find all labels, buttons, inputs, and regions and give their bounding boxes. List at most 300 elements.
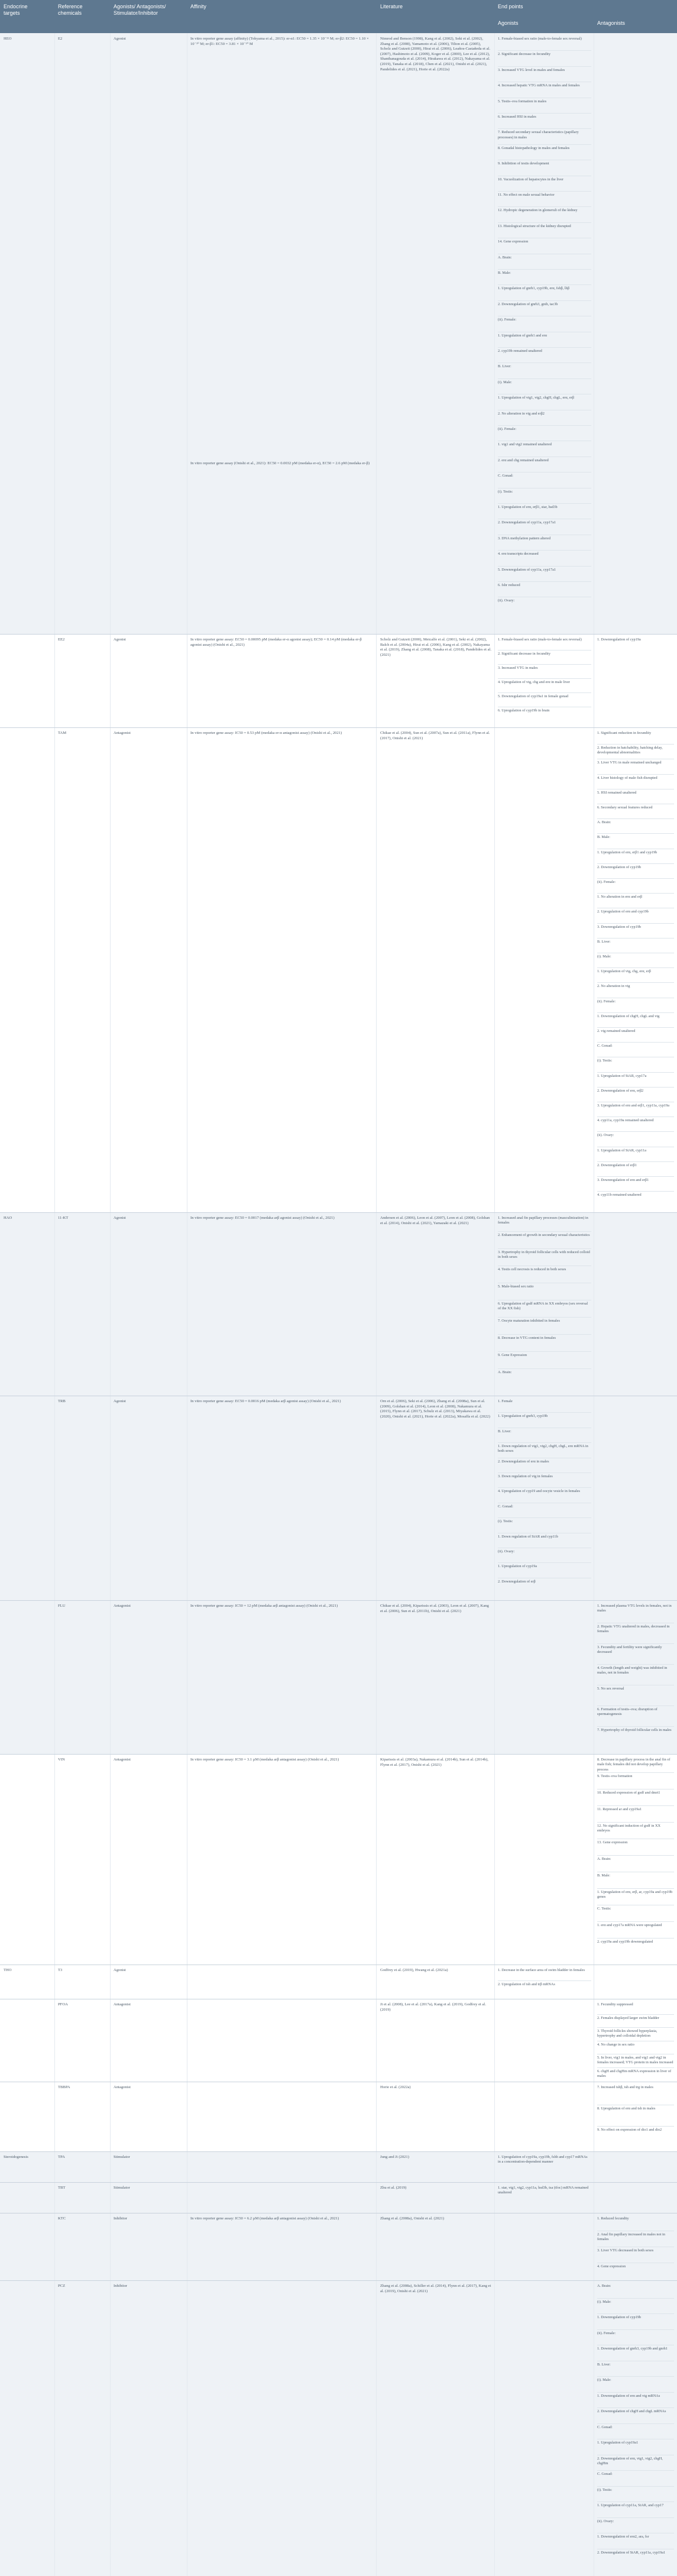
endpoint-item: C. Gonad:	[597, 1044, 613, 1048]
endpoint-item: 13. Histological structure of the kidney disrupted	[498, 224, 571, 228]
endpoint-item: 3. Increased VTG level in males and females	[498, 67, 565, 72]
endpoint-item: (ii). Ovary:	[597, 2519, 614, 2523]
endpoint-item: 2. Downregulation of StAR, cyp11a, cyp19a1	[597, 2550, 666, 2555]
endpoint-divider	[498, 1442, 591, 1443]
chem-pcz: PCZ	[58, 2284, 66, 2288]
endpoint-item: 2. Downregulation of erα, erβ2	[597, 1088, 644, 1093]
endpoint-item: (i). Testis:	[597, 2487, 613, 2492]
affinity-vin: In vitro reporter gene assay: IC50 = 3.1 µM (medaka arβ antagonist assay) (Onishi et al., 2021)	[190, 1758, 339, 1762]
endpoint-item: 9. Inhibition of testis development	[498, 161, 549, 166]
endpoint-item: (i). Male:	[597, 2299, 611, 2304]
endpoint-divider	[597, 2329, 674, 2330]
endpoint-item: 6. Upregulation of gsdf mRNA in XX embryos (sex reversal of the XX fish)	[498, 1302, 588, 1311]
endpoint-item: 3. Liver VTG decreased in both sexes	[597, 2248, 654, 2253]
endpoint-divider	[597, 923, 674, 924]
endpoint-item: A. Brain:	[597, 820, 611, 825]
endpoint-item: 2. Upregulation of erα and cyp19b	[597, 910, 649, 914]
endpoint-divider	[597, 1855, 674, 1856]
endpoint-divider	[597, 2376, 674, 2377]
type-tbbpa: Antagonist	[114, 2085, 131, 2089]
endpoint-divider	[498, 1317, 591, 1318]
endpoint-item: 1. Increased plasma VTG levels in females, not in males	[597, 1604, 672, 1613]
endpoint-item: 1. Upregulation of gnrh1 and erα	[498, 333, 548, 338]
endpoint-divider	[498, 1368, 591, 1369]
target-hao: HAO	[4, 1216, 12, 1220]
type-tpa: Stimulator	[114, 2155, 130, 2159]
endpoint-divider	[498, 206, 591, 207]
endpoint-divider	[498, 1334, 591, 1335]
endpoint-item: 1. Female-biased sex ratio (male-to-female sex reversal)	[498, 37, 582, 41]
endpoint-item: 4. Liver histology of male fish disrupted	[597, 775, 657, 780]
chem-tbt: TBT	[58, 2186, 66, 2190]
endpoint-item: 3. DNA methylation pattern altered	[498, 536, 551, 541]
endpoint-divider	[498, 1412, 591, 1413]
chem-tpa: TPA	[58, 2155, 65, 2159]
endpoint-item: B. Male:	[597, 835, 611, 840]
type-ktc: Inhibitor	[114, 2216, 128, 2221]
endpoint-item: 5. Downregulation of cyp11a, cyp17a1	[498, 567, 556, 572]
header-reference-chemicals: Reference chemicals	[58, 4, 83, 16]
endpoint-item: 1. Upregulation of cyp19a1	[597, 2441, 639, 2445]
endpoint-item: 1. star, vtg1, vtg2, cyp11a, hsd3b, tsa (tfoc) mRNA remained unaltered	[498, 2186, 589, 2195]
endpoint-item: (ii). Female:	[597, 2331, 616, 2335]
endpoint-item: (i). Male:	[498, 380, 512, 384]
endpoint-item: 1. Down regulation of StAR and cyp11b	[498, 1534, 558, 1539]
endpoint-item: 3. Hypertrophy in thyroid follicular cells with reduced colloid in both sexes	[498, 1250, 590, 1260]
chem-ktc: KTC	[58, 2216, 66, 2221]
row-divider	[0, 727, 677, 728]
endpoint-item: 5. HSI remained unaltered	[597, 790, 637, 795]
endpoint-divider	[597, 1191, 674, 1192]
type-pfoa: Antagonist	[114, 2002, 131, 2007]
endpoint-item: 5. Testis–ova formation in males	[498, 99, 547, 103]
endpoint-item: 14. Gene expression	[498, 240, 529, 244]
endpoint-item: (i). Testis:	[498, 489, 513, 494]
affinity-tam: In vitro reporter gene assay: IC50 = 0.53 pM (medaka er-α antagonist assay) (Onishi et al., 2021)	[190, 731, 342, 735]
header-end-points: End points	[498, 4, 523, 9]
endpoint-item: (i). Male:	[597, 954, 611, 959]
endpoint-item: 1. Upregulation of gnrh3, cyp19b	[498, 1414, 548, 1419]
endpoint-divider	[597, 833, 674, 834]
endpoint-item: C. Gonad:	[597, 2425, 613, 2429]
endpoint-item: 2. Females displayed larger swim bladder	[597, 2015, 659, 2020]
endpoint-item: 1. Upregulation of vtg, chg, erα, erβ	[597, 969, 651, 974]
literature-ee2: Scholz and Gutzeit (2000), Metcalfe et al. (2001), Seki et al. (2002), Balch et al. (2004a), Hirai et al. (2006), Kang et al. (2002), Nakayama et al. (2019), Zhang et al. (2008), Tanaka et al. (2018), Pandelides et al. (2021)	[380, 637, 491, 657]
endpoint-divider	[597, 1921, 674, 1922]
endpoint-item: C. Testis:	[597, 1907, 611, 1911]
endpoint-item: 7. Increased tshβ, tsh and trg in males	[597, 2085, 653, 2089]
endpoint-item: 1. Upregulation of cyp19a	[498, 1564, 537, 1569]
endpoint-item: 3. Increased VTG in males	[498, 666, 538, 670]
endpoint-item: 1. No alteration in erα and erβ	[597, 895, 642, 899]
endpoint-item: 10. Vacuolization of hepatocytes in the liver	[498, 177, 563, 182]
endpoint-item: 6. Formation of testis–ova; disruption of spermatogenesis	[597, 1707, 657, 1717]
endpoint-item: 11. Repressed ar and cyp19a1	[597, 1807, 642, 1811]
endpoint-item: A. Brain:	[597, 2284, 611, 2288]
endpoint-item: 2. Upregulation of tsh and trβ mRNAs	[498, 1982, 555, 1986]
chem-t3: T3	[58, 1968, 63, 1972]
endpoint-divider	[597, 2407, 674, 2408]
endpoint-item: 9. Testis–ova formation	[597, 1774, 633, 1778]
endpoint-item: 3. Thyroid follicles showed hyperplasia, hypertrophy and colloidal depletion	[597, 2029, 657, 2038]
chem-e2: E2	[58, 37, 63, 41]
endpoint-divider	[498, 1980, 591, 1981]
header-affinity: Affinity	[190, 4, 206, 9]
endpoint-item: C. Gonad:	[597, 2472, 613, 2476]
endpoint-divider	[597, 1176, 674, 1177]
endpoint-divider	[597, 2014, 674, 2015]
endpoint-item: 2. Downregulation of gnrh3, gnih, tac3b	[498, 302, 558, 306]
endpoint-item: 9. No effect on expression of dio1 and dio2	[597, 2128, 662, 2132]
endpoint-divider	[498, 664, 591, 665]
endpoint-item: 1. Upregulation of gnrh1, cyp19b, erα, fshβ, lhβ	[498, 286, 569, 291]
endpoint-item: A. Brain:	[498, 255, 512, 260]
endpoint-divider	[498, 1487, 591, 1488]
endpoint-item: 2. Downregulation of erα in males	[498, 1459, 549, 1464]
endpoint-item: 1. Downregulation of erα2, ara, fsr	[597, 2535, 649, 2539]
endpoint-item: 6. Upregulation of cyp19b in brain	[498, 708, 550, 713]
endpoint-item: A. Brain:	[498, 1370, 512, 1374]
endpoint-divider	[498, 1351, 591, 1352]
endpoint-item: (i). Testis:	[597, 1059, 613, 1063]
chem-vin: VIN	[58, 1758, 65, 1762]
col-divider	[110, 33, 111, 2576]
endpoint-divider	[597, 2470, 674, 2471]
col-divider	[54, 33, 55, 2576]
header-antagonists: Antagonists	[597, 20, 626, 26]
endpoint-item: 1. Upregulation of erα, erβ1, star, hsd3b	[498, 505, 558, 509]
endpoint-item: (ii). Ovary:	[498, 1549, 515, 1554]
endpoint-divider	[597, 1888, 674, 1889]
literature-pcz: Zhang et al. (2008a), Schiller et al. (2014), Flynn et al. (2017), Kang et al. (2019), Onishi et al. (2021)	[380, 2284, 491, 2293]
endpoint-item: B. Male:	[597, 1873, 611, 1878]
band-steroidogenesis	[0, 2151, 677, 2576]
affinity-ktc: In vitro reporter gene assay: IC50 = 6.2 µM (medaka arβ antagonist assay) (Onishi et al., 2021)	[190, 2216, 339, 2221]
row-divider	[0, 2182, 677, 2183]
target-heo: HEO	[4, 37, 12, 41]
literature-tam: Chikae et al. (2004), Sun et al. (2007a), Sun et al. (2011a), Flynn et al. (2017), Onishi et al. (2021)	[380, 731, 490, 740]
endpoint-divider	[597, 1042, 674, 1043]
header-literature: Literature	[380, 4, 403, 9]
endpoint-item: 4. Gene expression	[597, 2264, 626, 2268]
affinity-ee2: In vitro reporter gene assay: EC50 = 0.00095 pM (medaka er-α agonist assay); EC50 = 0.14 pM (medaka er-β agonist assay) (Onishi et al., 2021)	[190, 637, 362, 647]
row-divider	[0, 634, 677, 635]
endpoint-divider	[597, 982, 674, 983]
endpoint-item: 2. cyp19a and cyp19b downregulated	[597, 1940, 653, 1944]
table-header	[0, 0, 677, 33]
endpoint-item: (i). Male:	[597, 2378, 611, 2382]
endpoint-item: 11. No effect on male sexual behavior	[498, 193, 555, 197]
endpoint-item: 3. Liver VTG in male remained unchanged	[597, 760, 662, 765]
endpoint-divider	[597, 1664, 674, 1665]
endpoint-divider	[498, 113, 591, 114]
header-agonist-type: Agonists/ Antagonists/ Stimulator/Inhibitor	[114, 4, 166, 16]
endpoint-item: 5. In liver, vtg1 in males, and vtg1 and vtg2 in females increased; VTG protein in males increased	[597, 2056, 673, 2065]
literature-ktc: Zhang et al. (2008a), Onishi et al. (2021)	[380, 2216, 445, 2221]
chem-pfoa: PFOA	[58, 2002, 68, 2007]
endpoint-item: 1. Female-biased sex ratio (male-to-female sex reversal)	[498, 637, 582, 642]
row-divider	[0, 1212, 677, 1213]
endpoint-item: A. Brain:	[597, 1857, 611, 1861]
endpoint-item: 1. Upregulation of cyp11a, StAR, and cyp17	[597, 2503, 664, 2507]
endpoint-item: 2. No alteration in vtg and erβ2	[498, 411, 545, 416]
endpoint-item: (ii). Female:	[597, 999, 616, 1004]
target-steroidogenesis: Steroidogenesis	[4, 2155, 28, 2159]
endpoint-divider	[597, 2486, 674, 2487]
literature-t3: Godfrey et al. (2019), Hwang et al. (2021a)	[380, 1968, 448, 1972]
type-e2: Agonist	[114, 37, 126, 41]
endpoint-item: 2. Hepatic VTG unaltered in males, decreased in females	[597, 1624, 670, 1634]
endpoint-item: (ii). Ovary:	[498, 598, 515, 603]
endpoint-item: 1. Reduced fecundity	[597, 2216, 629, 2221]
endpoint-item: 4. Growth (length and weight) was inhibited in males, not in females	[597, 1666, 668, 1675]
endpoint-divider	[597, 818, 674, 819]
type-tam: Antagonist	[114, 731, 131, 735]
endpoint-divider	[498, 581, 591, 582]
endpoint-item: 1. Decrease in the surface area of swim bladder in females	[498, 1968, 585, 1972]
endpoint-item: 1. Upregulation of vtg1, vtg2, chgH, chgL, erα, erβ	[498, 396, 574, 400]
endpoint-divider	[597, 1072, 674, 1073]
endpoint-divider	[597, 744, 674, 745]
endpoint-divider	[498, 1248, 591, 1249]
type-flu: Antagonist	[114, 1604, 131, 1608]
endpoint-item: 6. Secondary sexual features reduced	[597, 805, 653, 810]
endpoint-item: B. Liver:	[597, 2362, 611, 2367]
endpoint-item: 2. Anal fin papillary increased in males not in females	[597, 2232, 665, 2242]
endpoint-divider	[597, 2313, 674, 2314]
endpoint-item: (ii). Female:	[498, 427, 517, 431]
endpoint-item: 4. cyp11a, cyp19a remained unaltered	[597, 1118, 654, 1123]
endpoint-item: 8. Upregulation of erα and tsh in males	[597, 2106, 656, 2111]
endpoint-divider	[597, 1027, 674, 1028]
endpoint-divider	[597, 1822, 674, 1823]
literature-tbbpa: Horie et al. (2022a)	[380, 2085, 411, 2089]
endpoint-divider	[498, 66, 591, 67]
endpoint-item: 6. Increased HSI in males	[498, 115, 536, 119]
endpoint-item: 4. erα transcripts decreased	[498, 552, 539, 556]
endpoint-item: 2. Downregulation of erβ1	[597, 1163, 637, 1167]
literature-pfoa: Ji et al. (2008), Lee et al. (2017a), Kang et al. (2019), Godfrey et al. (2019)	[380, 2002, 486, 2012]
endpoint-item: 1. vtg1 and vtg2 remained unaltered	[498, 442, 552, 447]
endpoint-divider	[498, 550, 591, 551]
endpoint-divider	[498, 378, 591, 379]
endpoint-item: 3. Downregulation of cyp19b	[597, 924, 642, 929]
endpoint-item: 2. cyp19b remained unaltered	[498, 349, 542, 353]
endpoint-item: 1. Downregulation of chgH, chgL and vtg	[597, 1014, 660, 1018]
endpoint-item: 2. Significant decrease in fecundity	[498, 652, 550, 656]
chem-trb: TRB	[58, 1399, 66, 1403]
endpoint-item: 2. Significant decrease in fecundity	[498, 52, 550, 57]
chem-11kt: 11-KT	[58, 1216, 69, 1220]
endpoint-item: 1. Downregulation of erα and vtg mRNAs	[597, 2393, 660, 2398]
endpoint-item: (ii). Ovary:	[597, 1133, 614, 1138]
endpoint-item: (ii). Female:	[498, 318, 517, 322]
endpoint-item: 3. Downregulation of erα and erβ1	[597, 1178, 649, 1182]
endpoint-item: 1. Downregulation of gnrh3, cyp19b and gnrh1	[597, 2347, 668, 2351]
endpoint-item: 6. chgH and chgHm mRNA expression in liver of males	[597, 2069, 672, 2078]
endpoint-item: 1. Upregulation of StAR, cyp17a	[597, 1073, 647, 1078]
target-tho: THO	[4, 1968, 12, 1972]
endpoint-item: 4. Testis cell necrosis is reduced in both sexes	[498, 1267, 566, 1271]
endpoint-divider	[597, 1131, 674, 1132]
endpoint-item: 1. Significant reduction in fecundity	[597, 731, 652, 735]
endpoint-item: 8. Decrease in papillary process in the anal fin of male fish; females did not develop papillary process	[597, 1758, 670, 1772]
endpoint-divider	[597, 893, 674, 894]
endpoint-item: 12. Hydropic degeneration in glomeruli of the kidney	[498, 208, 578, 213]
endpoint-divider	[597, 1161, 674, 1162]
endpoint-item: 1. Downregulation of cyp19a	[597, 637, 641, 642]
endpoint-item: 1. Upregulation of erα, erβ1 and cyp19b	[597, 850, 657, 855]
endpoint-item: 2. Reduction in hatchability, hatching delay, developmental abnormalities	[597, 746, 663, 755]
literature-tbt: Zhu et al. (2019)	[380, 2186, 407, 2190]
endpoint-item: 3. Fecundity and fertility were significantly decreased	[597, 1645, 662, 1655]
endpoint-divider	[498, 1562, 591, 1563]
endpoint-item: 1. Female	[498, 1399, 513, 1403]
row-divider	[0, 1600, 677, 1601]
endpoint-item: C. Gonad:	[498, 474, 513, 478]
endpoint-item: 2. Downregulation of erβ	[498, 1579, 536, 1584]
endpoint-item: 4. Increased hepatic VTG mRNA in males and females	[498, 83, 580, 88]
endpoint-item: 6. fshr reduced	[498, 583, 520, 587]
endpoint-item: 2. Downregulation of chgH and chgL mRNAs	[597, 2409, 666, 2413]
endpoint-item: 4. cyp11b remained unaltered	[597, 1193, 642, 1198]
endpoint-item: 1. Upregulation of cyp19a, cyp19b, fshb and cyp17 mRNAs in a concentration-dependent manner	[498, 2155, 588, 2164]
endpoint-divider	[498, 269, 591, 270]
endpoint-divider	[597, 878, 674, 879]
endpoint-divider	[597, 2067, 674, 2068]
endpoint-item: 4. Upregulation of cyp19 and oocyte vesicle in females	[498, 1489, 581, 1494]
col-divider	[376, 33, 377, 2576]
chem-flu: FLU	[58, 1604, 66, 1608]
endpoint-item: 1. Upregulation of erα, erβ, ar, cyp19a and cyp19b genes	[597, 1890, 673, 1899]
endpoint-divider	[597, 1012, 674, 1013]
endpoint-divider	[597, 2392, 674, 2393]
endpoint-item: 9. Gene Expression	[498, 1353, 527, 1357]
chem-tbbpa: TBBPA	[58, 2085, 70, 2089]
endpoint-item: B. Male:	[498, 271, 511, 275]
endpoint-item: 4. Upregulation of vtg, chg and erα in male liver	[498, 680, 571, 684]
endpoint-item: 10. Reduced expression of gsdf and dmrt1	[597, 1791, 660, 1795]
endpoint-item: 2. Downregulation of erα, vtg1, vtg2, chgH, chgHm	[597, 2456, 663, 2465]
endpoint-divider	[498, 128, 591, 129]
endpoint-divider	[498, 503, 591, 504]
endpoint-divider	[597, 1087, 674, 1088]
endpoint-item: 5. No sex reversal	[597, 1687, 624, 1691]
endpoint-item: 2. No alteration in vtg	[597, 984, 630, 989]
endpoint-item: 7. Hypertrophy of thyroid follicular cells in males	[597, 1728, 672, 1732]
row-divider	[0, 1754, 677, 1755]
endpoint-divider	[597, 1805, 674, 1806]
endpoint-divider	[498, 284, 591, 285]
affinity-e2-medaka: In vitro reporter gene assay (Onishi et al., 2021): EC50 = 0.0032 pM (medaka er-α), EC50 = 2.6 pM (medaka er-β)	[190, 461, 370, 465]
endpoint-divider	[498, 347, 591, 348]
endpoint-divider	[498, 50, 591, 51]
endpoint-divider	[498, 1231, 591, 1232]
endpoint-item: 5. Downregulation of cyp19a1 in female gonad	[498, 694, 569, 698]
endpoint-divider	[597, 2126, 674, 2127]
endpoint-divider	[597, 863, 674, 864]
endpoint-divider	[498, 300, 591, 301]
endpoint-item: 1. Increased anal fin papillary processes (masculinization) in females	[498, 1216, 588, 1225]
endpoint-item: 2. Downregulation of cyp19b	[597, 865, 642, 869]
endpoint-item: 7. Oocyte maturation inhibited in females	[498, 1319, 560, 1323]
affinity-trb: In vitro reporter gene assay: EC50 = 0.0016 pM (medaka arβ agonist assay) (Onishi et al., 2021)	[190, 1399, 341, 1403]
endpoint-divider	[597, 2027, 674, 2028]
row-divider	[0, 2280, 677, 2281]
endpoint-item: 2. erα and chg remained unaltered	[498, 458, 549, 462]
type-vin: Antagonist	[114, 1758, 131, 1762]
endpoint-item: 12. No significant induction of gsdf in XX embryos	[597, 1824, 661, 1833]
affinity-flu: In vitro reporter gene assay: IC50 = 12 pM (medaka arβ antagonist assay) (Onishi et al., 2021)	[190, 1604, 338, 1608]
chem-tam: TAM	[58, 731, 67, 735]
chem-ee2: EE2	[58, 637, 65, 642]
literature-trb: Orn et al. (2006), Seki et al. (2006), Zhang et al. (2008a), Sun et al. (2009), Golshan et al. (2014), Leon et al. (2008), Nakamura et al. (2015), Flynn et al. (2017), Schulz et al. (2013), Miyakawa et al. (2020), Onishi et al. (2021), Horie et al. (2022a), Mosaffa et al. (2022)	[380, 1399, 490, 1419]
endpoint-divider	[597, 1938, 674, 1939]
endpoint-divider	[498, 472, 591, 473]
endpoint-divider	[498, 222, 591, 223]
type-t3: Agonist	[114, 1968, 126, 1972]
affinity-e2: In vitro reporter gene assay (affinity) (Tohyama et al., 2015): er-α1: EC50 = 1.35 × 10⁻¹¹ M; er-β2: EC50 = 1.10 × 10⁻¹⁰ M; er-β1: EC50 = 3.81 × 10⁻¹⁰ M	[190, 37, 369, 46]
endpoint-divider	[498, 144, 591, 145]
type-11kt: Agonist	[114, 1216, 126, 1220]
endpoint-divider	[597, 2423, 674, 2424]
endpoint-divider	[498, 1517, 591, 1518]
endpoint-divider	[498, 678, 591, 679]
endpoint-item: 2. vtg remained unaltered	[597, 1029, 636, 1033]
literature-flu: Chikae et al. (2004), Kiparissis et al. (2003), Leon et al. (2007), Kang et al. (2006), Sun et al. (2011b), Onishi et al. (2021)	[380, 1604, 489, 1613]
endpoint-divider	[597, 2517, 674, 2518]
endpoint-divider	[597, 1772, 674, 1773]
row-divider	[0, 2151, 677, 2152]
endpoint-divider	[597, 938, 674, 939]
endpoint-divider	[597, 1643, 674, 1644]
endpoint-item: 4. No change in sex ratio	[597, 2042, 634, 2047]
endpoint-item: 3. Down regulation of vtg in females	[498, 1474, 553, 1478]
endpoint-item: 8. Decrease in VTG content in females	[498, 1336, 556, 1340]
endpoint-item: (i). Testis:	[498, 1519, 513, 1524]
endpoint-item: B. Liver:	[498, 364, 511, 369]
type-tbt: Stimulator	[114, 2186, 130, 2190]
endpoint-divider	[597, 1726, 674, 1727]
endpoint-divider	[498, 425, 591, 426]
header-endocrine-targets: Endocrine targets	[4, 4, 28, 16]
band-androgen	[0, 1212, 677, 1754]
endpoint-item: 1. Fecundity suppressed	[597, 2002, 633, 2007]
endpoint-item: 1. Downregulation of cyp19b	[597, 2315, 642, 2319]
endpoint-item: 2. Downregulation of cyp11a, cyp17a1	[498, 520, 556, 525]
endpoint-item: B. Liver:	[597, 939, 611, 944]
endpoint-item: 7. Reduced secondary sexual characteristics (papillary processes) in males	[498, 130, 579, 140]
endpoint-divider	[597, 774, 674, 775]
affinity-11kt: In vitro reporter gene assay: EC50 = 0.0017 (medaka arβ agonist assay) (Onishi et al., 2021)	[190, 1216, 335, 1220]
literature-tpa: Jung and Ji (2021)	[380, 2155, 409, 2159]
endpoint-divider	[498, 566, 591, 567]
literature-vin: Kiparissis et al. (2003a), Nakamura et al. (2014b), Sun et al. (2014b), Flynn et al. (2017), Onishi et al. (2021)	[380, 1758, 488, 1767]
header-agonists: Agonists	[498, 20, 519, 26]
endpoint-item: 1. erα and cyp17a mRNA were upregulated	[597, 1923, 662, 1927]
endpoint-item: 3. Upregulation of erα and erβ1, cyp11a, cyp19a	[597, 1103, 670, 1108]
endpoint-item: B. Liver:	[498, 1429, 511, 1433]
type-pcz: Inhibitor	[114, 2284, 128, 2288]
literature-e2: Nimrod and Benson (1998), Kang et al. (2002), Seki et al. (2002), Zhang et al. (2008), Yamamoto et al. (2006), Tilton et al. (2005), Scholz and Gutzeit (2000), Hirai et al. (2006), Leaños-Castañeda et al. (2007), Hashimoto et al. (2009), Koger et al. (2000), Lee et al. (2012), Shanthanagouda et al. (2014), Hirakawa et al. (2012), Nakayama et al. (2019), Tanaka et al. (2018), Chen et al. (2021), Onishi et al. (2021), Pandelides et al. (2021), Horie et al. (2022a)	[380, 37, 491, 72]
endpoint-item: (ii). Female:	[597, 880, 616, 884]
endpoint-item: C. Gonad:	[498, 1504, 513, 1509]
type-trb: Agonist	[114, 1399, 126, 1403]
literature-11kt: Andersen et al. (2006), Leon et al. (2007), Leon et al. (2008), Golshan et al. (2014), Onishi et al. (2021), Yamazaki et al. (2021)	[380, 1216, 490, 1225]
endpoint-item: 2. Enhancement of growth in secondary sexual characteristics	[498, 1233, 590, 1237]
endpoint-item: 13. Gene expression	[597, 1840, 628, 1844]
endpoint-divider	[498, 650, 591, 651]
